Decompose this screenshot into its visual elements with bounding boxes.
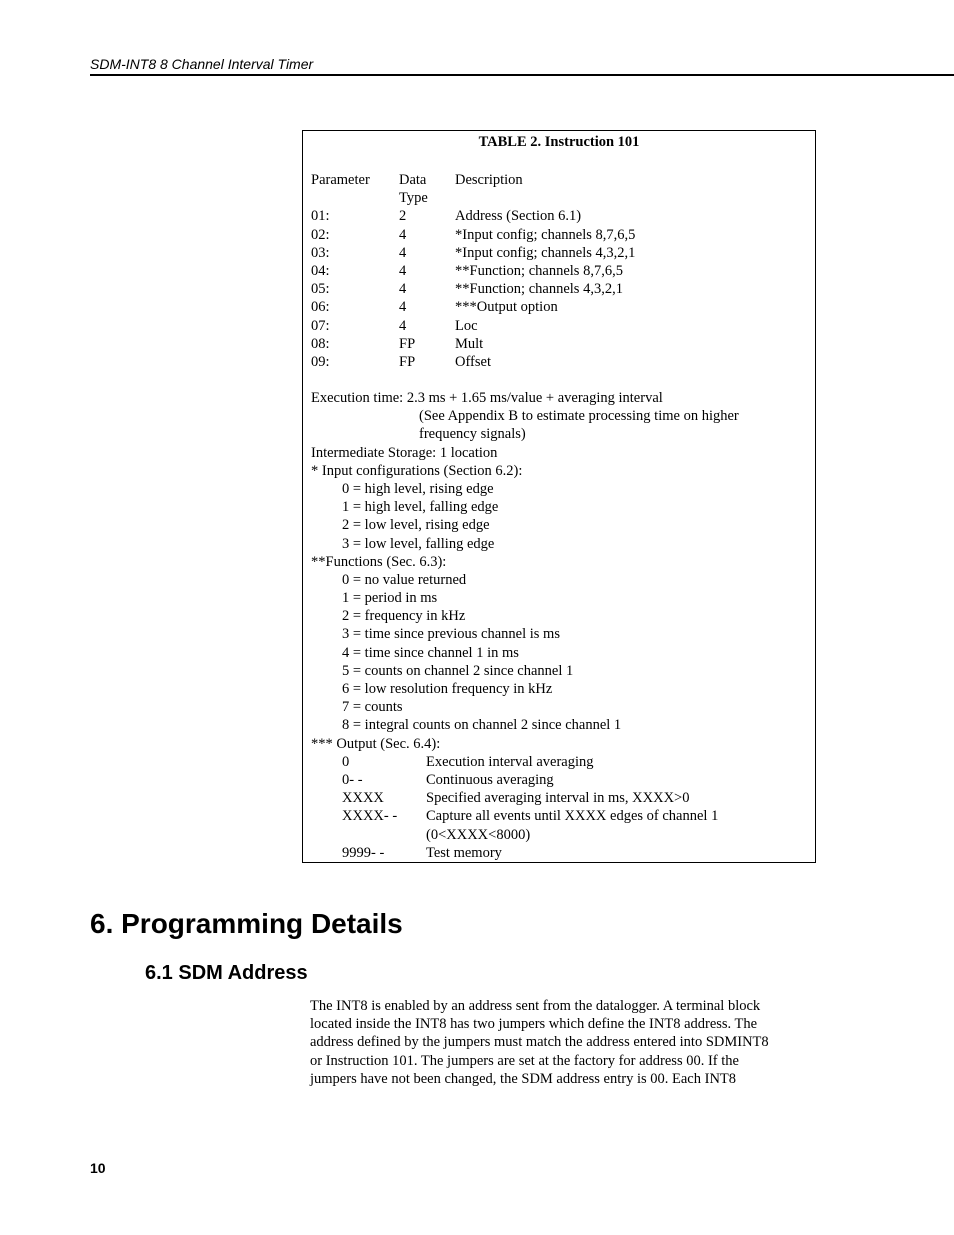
function-item: 2 = frequency in kHz (342, 608, 466, 625)
column-header-data-type: Data (399, 172, 427, 188)
output-option-row (311, 807, 811, 825)
paragraph-line: The INT8 is enabled by an address sent from the datalogger. A terminal block (310, 998, 761, 1014)
parameter-description: Loc (455, 317, 478, 334)
output-code: XXXX (342, 790, 384, 807)
output-code: 9999- - (342, 844, 385, 861)
input-config-item: 2 = low level, rising edge (342, 517, 490, 534)
running-header: SDM-INT8 8 Channel Interval Timer (90, 56, 314, 72)
paragraph-line: located inside the INT8 has two jumpers which define the INT8 address. The (310, 1016, 758, 1033)
output-description: Test memory (426, 844, 502, 861)
parameter-description: ***Output option (455, 299, 558, 316)
paragraph-line: jumpers have not been changed, the SDM address entry is 00. Each INT8 (310, 1070, 737, 1087)
data-type: 4 (399, 317, 407, 334)
parameter-number: 04: (311, 262, 330, 279)
section-heading: 6. Programming Details (90, 908, 403, 939)
input-config-item: 3 = low level, falling edge (342, 535, 495, 552)
column-header-data-type-line2: Type (399, 190, 428, 207)
output-option-row (311, 826, 811, 844)
data-type: FP (399, 353, 416, 370)
parameter-number: 09: (311, 353, 330, 370)
table-notes (311, 389, 811, 862)
page-number: 10 (90, 1160, 106, 1176)
execution-time-note-cont: frequency signals) (419, 426, 526, 443)
function-item: 6 = low resolution frequency in kHz (342, 681, 553, 697)
data-type: 4 (399, 262, 407, 279)
function-item: 4 = time since channel 1 in ms (342, 644, 519, 661)
section-paragraph (310, 997, 820, 1088)
function-item: 7 = counts (342, 699, 403, 716)
input-config-item: 0 = high level, rising edge (342, 480, 494, 497)
function-item: 0 = no value returned (342, 571, 467, 588)
subsection-heading: 6.1 SDM Address (145, 962, 308, 984)
parameter-description: *Input config; channels 4,3,2,1 (455, 244, 636, 261)
function-item: 1 = period in ms (342, 590, 438, 607)
output-option-row (311, 844, 811, 862)
column-header-parameter: Parameter (311, 172, 370, 188)
parameter-number: 07: (311, 317, 330, 334)
output-heading: *** Output (Sec. 6.4): (311, 735, 441, 752)
parameter-number: 05: (311, 281, 330, 298)
parameter-description: Address (Section 6.1) (455, 208, 582, 225)
output-code: XXXX- - (342, 808, 398, 825)
functions-heading: **Functions (Sec. 6.3): (311, 553, 447, 570)
paragraph-line: address defined by the jumpers must match the address entered into SDMINT8 (310, 1034, 769, 1051)
input-config-item: 1 = high level, falling edge (342, 499, 499, 516)
parameter-number: 02: (311, 226, 330, 243)
table-title: TABLE 2. Instruction 101 (478, 134, 640, 150)
parameter-number: 08: (311, 335, 330, 352)
function-item: 8 = integral counts on channel 2 since channel 1 (342, 717, 622, 734)
paragraph-line: or Instruction 101. The jumpers are set at the factory for address 00. If the (310, 1052, 739, 1069)
column-header-description: Description (455, 172, 523, 188)
data-type: 2 (399, 208, 407, 225)
parameter-description: **Function; channels 4,3,2,1 (455, 281, 623, 298)
parameter-description: Offset (455, 353, 491, 370)
output-description: Execution interval averaging (426, 753, 594, 770)
data-type: 4 (399, 226, 407, 243)
instruction-table (302, 130, 816, 863)
execution-time-note: (See Appendix B to estimate processing time on higher (419, 408, 739, 425)
data-type: FP (399, 335, 416, 352)
execution-time-line: Execution time: 2.3 ms + 1.65 ms/value + averaging interval (311, 390, 663, 406)
parameter-description: **Function; channels 8,7,6,5 (455, 262, 623, 279)
parameter-description: Mult (455, 335, 484, 352)
output-description: Capture all events until XXXX edges of channel 1 (426, 808, 719, 825)
output-option-row (311, 789, 811, 807)
header-rule (90, 74, 954, 76)
data-type: 4 (399, 281, 407, 298)
data-type: 4 (399, 299, 407, 316)
parameter-number: 06: (311, 299, 330, 316)
output-description: Continuous averaging (426, 771, 554, 788)
parameter-number: 03: (311, 244, 330, 261)
output-description: (0<XXXX<8000) (426, 826, 531, 843)
parameter-description: *Input config; channels 8,7,6,5 (455, 226, 636, 243)
data-type: 4 (399, 244, 407, 261)
output-code: 0 (342, 753, 350, 770)
output-description: Specified averaging interval in ms, XXXX>0 (426, 790, 690, 807)
input-config-heading: * Input configurations (Section 6.2): (311, 462, 523, 479)
parameter-number: 01: (311, 208, 330, 225)
output-option-row (311, 753, 811, 771)
output-option-row (311, 771, 811, 789)
function-item: 5 = counts on channel 2 since channel 1 (342, 662, 574, 679)
intermediate-storage: Intermediate Storage: 1 location (311, 444, 498, 461)
function-item: 3 = time since previous channel is ms (342, 626, 560, 643)
output-code: 0- - (342, 771, 363, 788)
